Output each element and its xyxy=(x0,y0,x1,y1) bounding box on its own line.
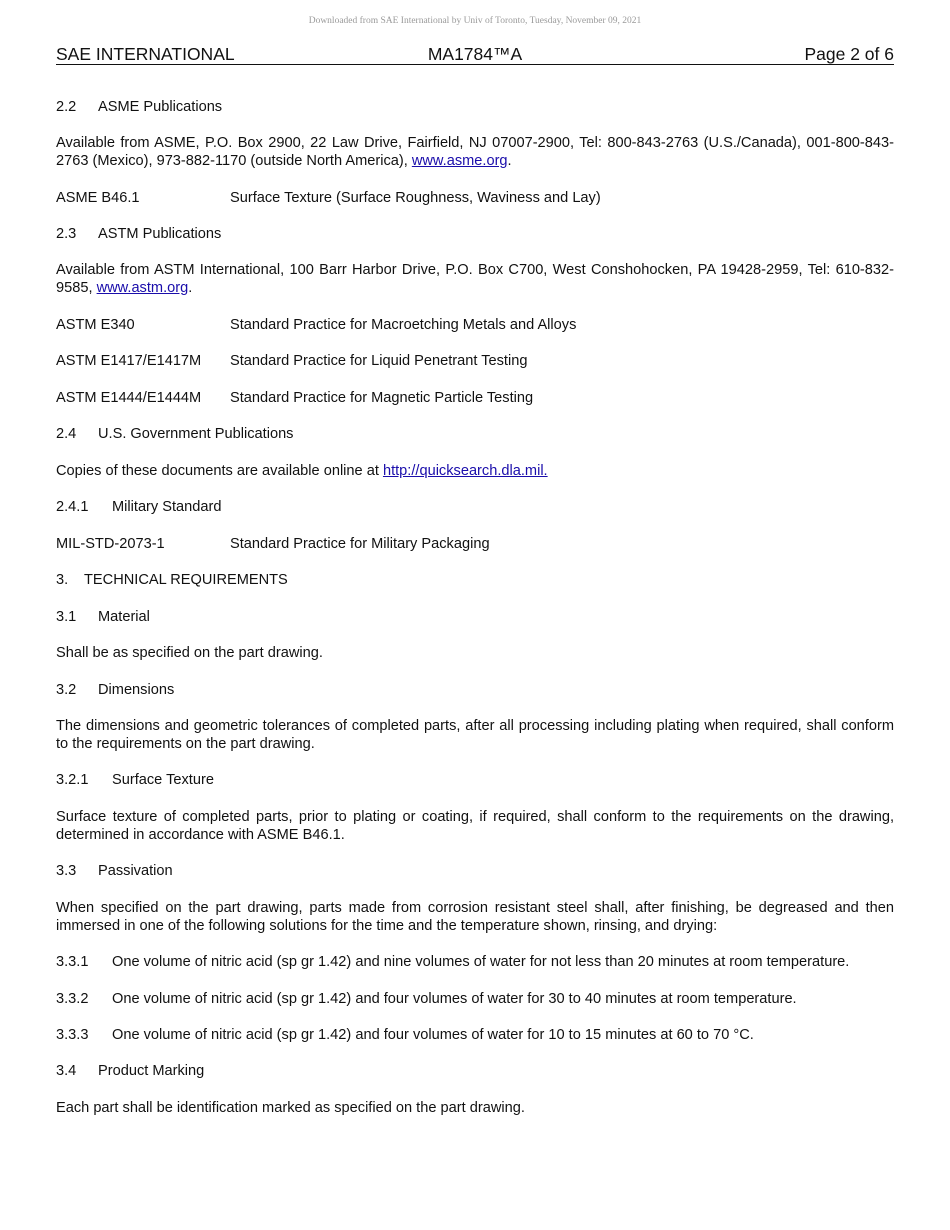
download-watermark: Downloaded from SAE International by Univ of Toronto, Tuesday, November 09, 2021 xyxy=(308,16,642,26)
section-title: Surface Texture xyxy=(112,772,214,788)
section-3-4-heading xyxy=(56,1062,894,1080)
section-title: ASME Publications xyxy=(98,99,223,115)
section-number: 3.2 xyxy=(56,682,77,698)
item-number: 3.3.3 xyxy=(56,1027,89,1043)
section-title: Military Standard xyxy=(112,499,222,515)
punct: . xyxy=(507,153,512,169)
section-3-heading xyxy=(56,571,894,589)
list-item xyxy=(56,1026,894,1044)
quicksearch-link[interactable]: http://quicksearch.dla.mil. xyxy=(382,463,548,479)
item-number: 3.3.1 xyxy=(56,954,89,970)
header-org: SAE INTERNATIONAL xyxy=(56,44,235,64)
section-title: U.S. Government Publications xyxy=(98,426,294,442)
section-2-2-heading xyxy=(56,98,894,116)
ref-desc: Standard Practice for Military Packaging xyxy=(230,536,490,552)
section-title: TECHNICAL REQUIREMENTS xyxy=(84,572,288,588)
section-number: 2.4.1 xyxy=(56,499,89,515)
item-number: 3.3.2 xyxy=(56,991,89,1007)
ref-row xyxy=(56,535,894,553)
section-number: 2.2 xyxy=(56,99,77,115)
section-3-4-text: Each part shall be identification marked as specified on the part drawing. xyxy=(56,1100,525,1116)
section-title: Product Marking xyxy=(98,1063,205,1079)
section-3-2-text: The dimensions and geometric tolerances of completed parts, after all processing including plating when required, shall conform to the requirements on the part drawing. xyxy=(56,718,894,752)
ref-row xyxy=(56,316,894,334)
section-3-2-heading xyxy=(56,681,894,699)
section-title: Passivation xyxy=(98,863,173,879)
gov-availability xyxy=(56,462,894,480)
section-number: 3.3 xyxy=(56,863,77,879)
ref-id: MIL-STD-2073-1 xyxy=(56,536,165,552)
header-doc-id: MA1784™A xyxy=(427,44,523,64)
section-number: 3.4 xyxy=(56,1063,77,1079)
availability-text: Available from ASTM International, 100 Barr Harbor Drive, P.O. Box C700, West Conshohocken, PA 19428-2959, Tel: 610-832-9585, xyxy=(56,262,894,296)
section-number: 3. xyxy=(56,572,69,588)
section-2-3-heading xyxy=(56,225,894,243)
section-3-2-1-text: Surface texture of completed parts, prior to plating or coating, if required, shall conform to the requirements on the drawing, determined in accordance with ASME B46.1. xyxy=(56,809,894,843)
ref-id: ASTM E1444/E1444M xyxy=(56,390,202,406)
ref-desc: Standard Practice for Liquid Penetrant Testing xyxy=(230,353,528,369)
ref-row xyxy=(56,189,894,207)
ref-row xyxy=(56,389,894,407)
header-page-number: Page 2 of 6 xyxy=(804,44,894,64)
section-number: 3.2.1 xyxy=(56,772,89,788)
section-3-3-heading xyxy=(56,862,894,880)
section-title: Material xyxy=(98,609,150,625)
ref-desc: Surface Texture (Surface Roughness, Waviness and Lay) xyxy=(230,190,601,206)
item-text: One volume of nitric acid (sp gr 1.42) and four volumes of water for 10 to 15 minutes at 60 to 70 °C. xyxy=(112,1027,754,1043)
page-header xyxy=(56,44,894,65)
punct: . xyxy=(188,280,193,296)
list-item xyxy=(56,990,894,1008)
section-3-1-text: Shall be as specified on the part drawing. xyxy=(56,645,323,661)
section-2-4-1-heading xyxy=(56,498,894,516)
list-item xyxy=(56,953,894,971)
ref-desc: Standard Practice for Macroetching Metals and Alloys xyxy=(230,317,577,333)
availability-text: Copies of these documents are available online at xyxy=(56,463,383,479)
section-number: 2.3 xyxy=(56,226,77,242)
ref-desc: Standard Practice for Magnetic Particle Testing xyxy=(230,390,534,406)
section-number: 2.4 xyxy=(56,426,77,442)
item-text: One volume of nitric acid (sp gr 1.42) and four volumes of water for 30 to 40 minutes at room temperature. xyxy=(112,991,797,1007)
astm-link[interactable]: www.astm.org xyxy=(96,280,189,296)
ref-id: ASME B46.1 xyxy=(56,190,140,206)
availability-text: Available from ASME, P.O. Box 2900, 22 Law Drive, Fairfield, NJ 07007-2900, Tel: 800-843-2763 (U.S./Canada), 001-800-843-2763 (Mexico), 973-882-1170 (outside North America), xyxy=(56,135,894,169)
section-3-1-heading xyxy=(56,608,894,626)
section-title: ASTM Publications xyxy=(98,226,222,242)
item-text: One volume of nitric acid (sp gr 1.42) and nine volumes of water for not less than 20 minutes at room temperature. xyxy=(112,954,850,970)
ref-row xyxy=(56,352,894,370)
section-3-3-text: When specified on the part drawing, parts made from corrosion resistant steel shall, after finishing, be degreased and then immersed in one of the following solutions for the time and the temperature shown, rinsing, and drying: xyxy=(56,900,894,934)
section-2-4-heading xyxy=(56,425,894,443)
asme-availability xyxy=(56,134,894,170)
ref-id: ASTM E340 xyxy=(56,317,135,333)
asme-link[interactable]: www.asme.org xyxy=(411,153,508,169)
section-number: 3.1 xyxy=(56,609,77,625)
astm-availability xyxy=(56,261,894,297)
ref-id: ASTM E1417/E1417M xyxy=(56,353,202,369)
section-3-2-1-heading xyxy=(56,771,894,789)
section-title: Dimensions xyxy=(98,682,175,698)
